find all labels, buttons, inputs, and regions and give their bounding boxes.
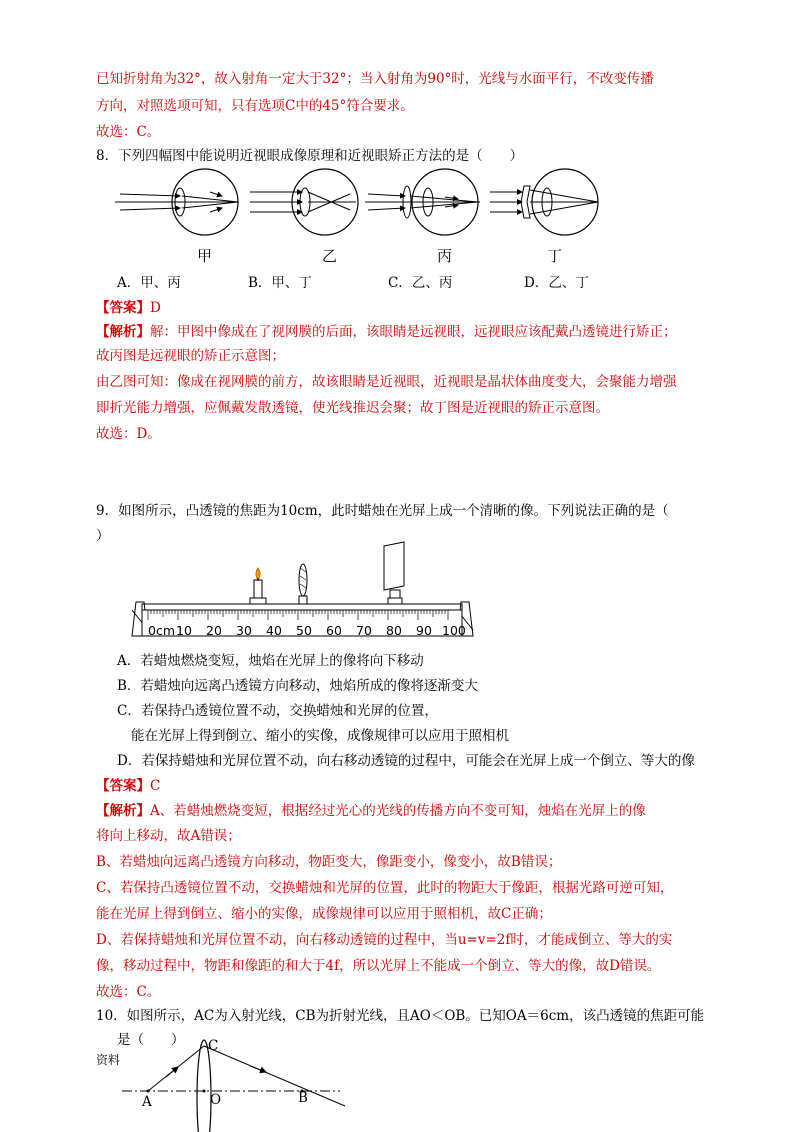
q9-analysis-line: 能在光屏上得到倒立、缩小的实像，成像规律可以应用于照相机，故C正确；	[96, 906, 552, 922]
q9-answer	[96, 776, 160, 796]
ruler-label: 50	[296, 623, 312, 638]
analysis-text: A、若蜡烛燃烧变短，根据经过光心的光线的传播方向不变可知，烛焰在光屏上的像	[150, 803, 646, 819]
ruler-label: 60	[326, 623, 342, 638]
q8-answer	[96, 298, 161, 318]
answer-tag: 【答案】	[96, 300, 150, 316]
eye-figure-yi	[250, 169, 358, 235]
ruler-label: 80	[386, 623, 402, 638]
q8-choice: 故选：D。	[96, 426, 161, 442]
q8-stem: 8．下列四幅图中能说明近视眼成像原理和近视眼矫正方法的是（ ）	[96, 148, 524, 164]
point-label-o: O	[210, 1092, 222, 1108]
q7-analysis-line: 已知折射角为32°，故入射角一定大于32°；当入射角为90°时，光线与水面平行，不改变传播	[96, 71, 654, 87]
point-label-b: B	[298, 1090, 308, 1106]
q9-analysis-line: D、若保持蜡烛和光屏位置不动，向右移动透镜的过程中，当u=v=2f时，才能成倒立、等大的实	[96, 932, 673, 948]
q10-lens-diagram	[120, 1036, 360, 1132]
q9-analysis-line: 像，移动过程中，物距和像距的和大于4f，所以光屏上不能成一个倒立、等大的像，故D错误。	[96, 958, 661, 974]
q10-stem-cont: 是（ ）	[117, 1032, 185, 1048]
q9-analysis-line: B、若蜡烛向远离凸透镜方向移动，物距变大，像距变小，像变小，故B错误；	[96, 854, 562, 870]
q9-option-c-cont: 能在光屏上得到倒立、缩小的实像，成像规律可以应用于照相机	[131, 728, 509, 744]
q8-analysis-line: 即折光能力增强，应佩戴发散透镜，使光线推迟会聚；故丁图是近视眼的矫正示意图。	[96, 400, 609, 416]
ruler-label: 0cm	[148, 623, 176, 638]
q9-option-c: C．若保持凸透镜位置不动，交换蜡烛和光屏的位置，	[117, 703, 438, 719]
answer-value: C	[150, 778, 161, 794]
ruler-labels	[146, 623, 466, 639]
q8-option-a: A．甲、丙	[117, 275, 181, 291]
eye-figure-bing	[365, 169, 480, 235]
q9-option-a: A．若蜡烛燃烧变短，烛焰在光屏上的像将向下移动	[117, 653, 424, 669]
ruler-label: 10	[176, 623, 192, 638]
q8-option-d: D．乙、丁	[524, 275, 589, 291]
q9-option-b: B．若蜡烛向远离凸透镜方向移动，烛焰所成的像将逐渐变大	[117, 678, 478, 694]
q8-analysis-line: 故丙图是远视眼的矫正示意图；	[96, 348, 285, 364]
ruler-label: 40	[266, 623, 282, 638]
q9-stem: 9．如图所示，凸透镜的焦距为10cm，此时蜡烛在光屏上成一个清晰的像。下列说法正确的是（	[96, 503, 669, 519]
q9-analysis-line	[96, 801, 646, 821]
figure-label-ding: 丁	[547, 247, 563, 265]
ruler-label: 30	[236, 623, 252, 638]
answer-tag: 【答案】	[96, 778, 150, 794]
analysis-text: 解：甲图中像成在了视网膜的后面，该眼睛是远视眼，远视眼应该配戴凸透镜进行矫正；	[150, 324, 677, 340]
q8-analysis-line: 由乙图可知：像成在视网膜的前方，故该眼睛是近视眼，近视眼是晶状体曲度变大，会聚能力增强	[96, 374, 677, 390]
ruler-label: 70	[356, 623, 372, 638]
q7-choice: 故选：C。	[96, 124, 161, 140]
ruler-label: 20	[206, 623, 222, 638]
eye-figure-ding	[490, 169, 598, 235]
figure-label-bing: 丙	[437, 247, 453, 265]
q8-analysis-line	[96, 322, 677, 342]
q10-stem: 10．如图所示，AC为入射光线，CB为折射光线，且AO＜OB。已知OA＝6cm，该凸透镜的焦距可能	[96, 1008, 705, 1024]
q9-stem-cont: ）	[96, 528, 110, 544]
q9-analysis-line: C、若保持凸透镜位置不动，交换蜡烛和光屏的位置，此时的物距大于像距，根据光路可逆可知，	[96, 880, 674, 896]
figure-label-yi: 乙	[322, 247, 338, 265]
point-label-a: A	[142, 1094, 152, 1110]
q9-option-d: D．若保持蜡烛和光屏位置不动，向右移动透镜的过程中，可能会在光屏上成一个倒立、等大的像	[117, 753, 695, 769]
analysis-tag: 【解析】	[96, 324, 150, 340]
answer-value: D	[150, 300, 161, 316]
ruler-label: 90	[416, 623, 432, 638]
ruler-label: 100	[442, 623, 466, 638]
q9-choice: 故选：C。	[96, 984, 161, 1000]
analysis-tag: 【解析】	[96, 803, 150, 819]
point-label-c: C	[208, 1038, 219, 1054]
figure-label-jia: 甲	[197, 247, 213, 265]
q9-analysis-line: 将向上移动，故A错误；	[96, 828, 241, 844]
q8-option-c: C．乙、丙	[388, 275, 453, 291]
eye-figure-jia	[115, 169, 238, 235]
q8-option-b: B．甲、丁	[248, 275, 312, 291]
q8-eye-figures	[110, 164, 610, 244]
q7-analysis-line: 方向，对照选项可知，只有选项C中的45°符合要求。	[96, 98, 414, 114]
side-note: 资料	[96, 1053, 121, 1067]
